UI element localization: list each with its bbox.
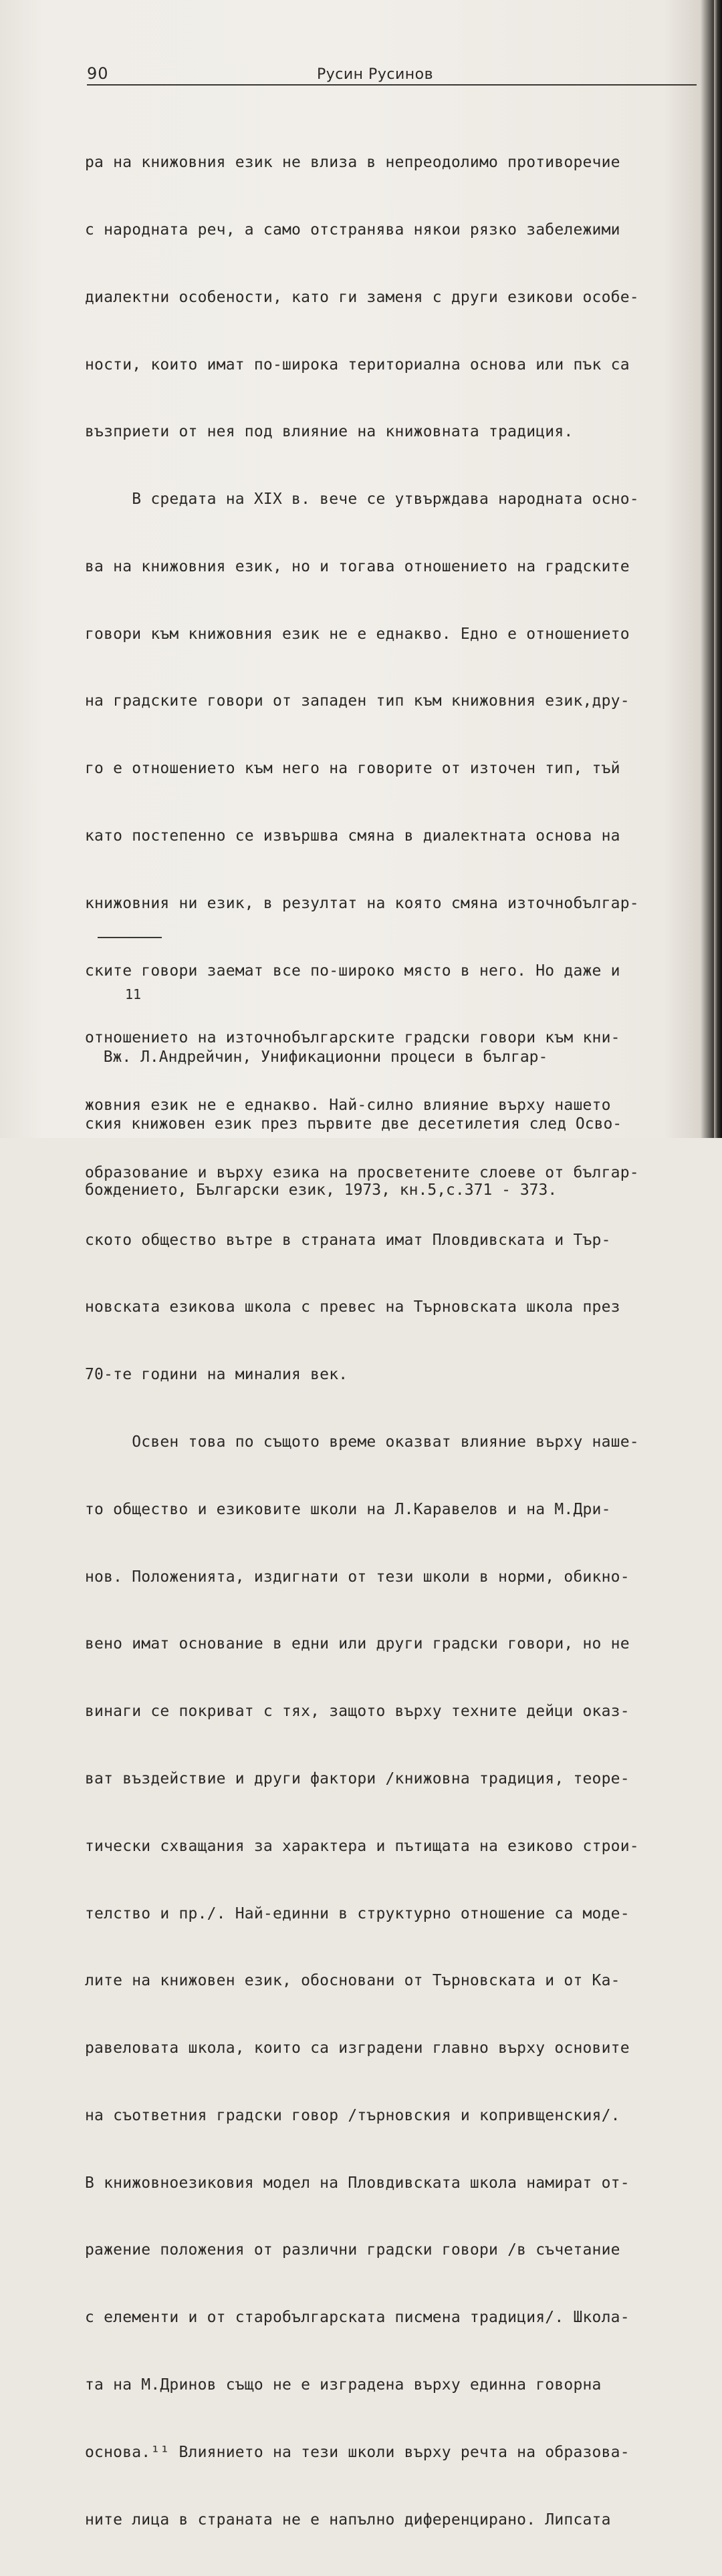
text-line: В книжовноезиковия модел на Пловдивската школа намират от- xyxy=(85,2174,630,2192)
text-line: лите на книжовен език, обосновани от Търновската и от Ка- xyxy=(85,1972,620,1990)
text-line: новската езикова школа с превес на Търновската школа през xyxy=(85,1298,620,1316)
text-line: ражение положения от различни градски говори /в съчетание xyxy=(85,2241,620,2259)
running-head: Русин Русинов xyxy=(317,66,434,83)
text-line: с народната реч, а само отстранява някои рязко забележими xyxy=(85,221,620,239)
text-line: ват въздействие и други фактори /книжовна традиция, теоре- xyxy=(85,1769,630,1787)
text-line: на градските говори от западен тип към книжовния език,дру- xyxy=(85,692,630,710)
text-line: говори към книжовния език не е еднакво. Едно е отношението xyxy=(85,625,630,643)
page-number: 90 xyxy=(87,64,109,83)
text-line: 70-те години на миналия век. xyxy=(85,1366,348,1384)
text-line: образование и върху езика на просветените слоеве от българ- xyxy=(85,1163,639,1181)
text-line: Освен това по същото време оказват влияние върху наше- xyxy=(85,1433,639,1451)
text-line: то общество и езиковите школи на Л.Каравелов и на М.Дри- xyxy=(85,1500,611,1518)
text-line: тически схващания за характера и пътищата на езиково строи- xyxy=(85,1837,639,1855)
footnote-mark: 11 xyxy=(125,986,142,1002)
text-line: винаги се покриват с тях, защото върху техните дейци оказ- xyxy=(85,1703,630,1721)
text-line: нов. Положенията, издигнати от тези школи в норми, обикно- xyxy=(85,1568,630,1586)
footnote-line: ския книжовен език през първите две десетилетия след Осво- xyxy=(85,1115,622,1133)
text-line: ните лица в страната не е напълно диференцирано. Липсата xyxy=(85,2511,611,2529)
text-line: равеловата школа, които са изградени главно върху основите xyxy=(85,2039,630,2057)
text-line: с елементи и от старобългарската писмена традиция/. Школа- xyxy=(85,2309,630,2327)
text-line: на съответния градски говор /търновския и копривщенския/. xyxy=(85,2106,620,2124)
text-line: основа.¹¹ Влиянието на тези школи върху речта на образова- xyxy=(85,2443,630,2461)
page-header xyxy=(87,61,697,86)
text-line: книжовния ни език, в резултат на която смяна източнобългар- xyxy=(85,894,639,912)
book-binding-edge xyxy=(714,0,722,1138)
text-line: възприети от нея под влияние на книжовната традиция. xyxy=(85,423,574,441)
text-line: та на М.Дринов също не е изградена върху единна говорна xyxy=(85,2376,602,2394)
footnote-line: Вж. Л.Андрейчин, Унификационни процеси в българ- xyxy=(85,1048,548,1066)
text-line: В средата на XIX в. вече се утвърждава народната осно- xyxy=(85,490,639,509)
text-line: жовния език не е еднакво. Най-силно влияние върху нашето xyxy=(85,1097,611,1115)
text-line: ра на книжовния език не влиза в непреодолимо противоречие xyxy=(85,154,620,172)
footnote-rule xyxy=(98,937,162,938)
text-line: ските говори заемат все по-широко място в него. Но даже и xyxy=(85,962,620,980)
text-line: телство и пр./. Най-единни в структурно отношение са моде- xyxy=(85,1904,630,1922)
text-line: ва на книжовния език, но и тогава отношението на градските xyxy=(85,557,630,575)
text-line: диалектни особености, като ги заменя с други езикови особе- xyxy=(85,288,639,306)
text-line: ности, които имат по-широка териториална основа или пък са xyxy=(85,355,630,374)
body-text xyxy=(85,107,696,2576)
text-line: като постепенно се извършва смяна в диалектната основа на xyxy=(85,827,620,845)
footnote-line: бождението, Български език, 1973, кн.5,с.371 - 373. xyxy=(85,1181,558,1199)
text-line: го е отношението към него на говорите от източен тип, тъй xyxy=(85,760,620,778)
text-line: вено имат основание в едни или други градски говори, но не xyxy=(85,1635,630,1653)
footnote xyxy=(85,942,696,1246)
text-line: отношението на източнобългарските градски говори към кни- xyxy=(85,1029,620,1047)
text-line: ското общество вътре в страната имат Пловдивската и Тър- xyxy=(85,1231,611,1249)
